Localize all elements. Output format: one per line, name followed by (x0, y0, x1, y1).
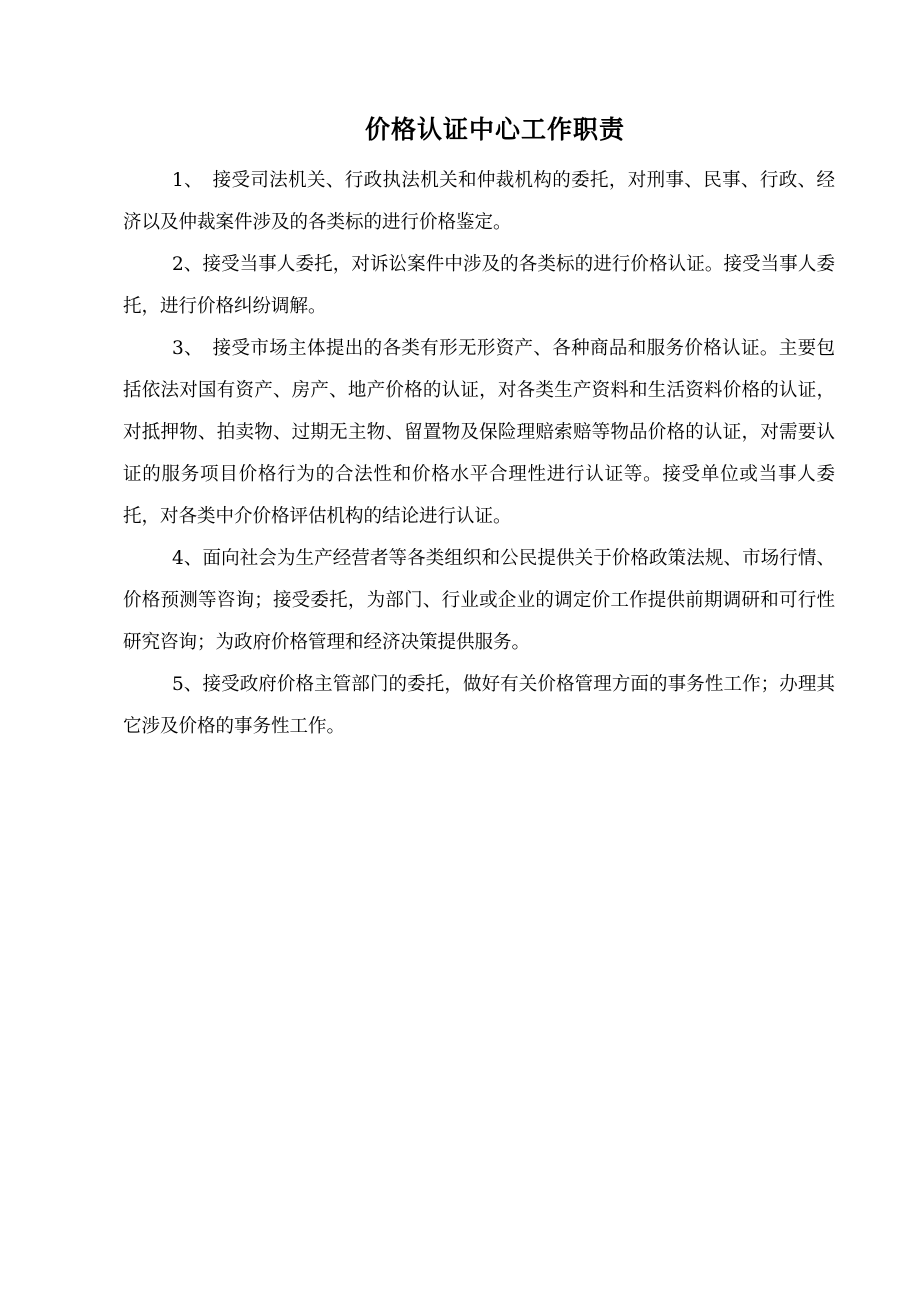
duty-paragraph-2: 2、接受当事人委托，对诉讼案件中涉及的各类标的进行价格认证。接受当事人委托，进行价格纠纷调解。 (123, 254, 835, 317)
duty-paragraph-5: 5、接受政府价格主管部门的委托，做好有关价格管理方面的事务性工作；办理其它涉及价格的事务性工作。 (123, 674, 835, 737)
document-body (123, 160, 835, 748)
duty-paragraph-3: 3、 接受市场主体提出的各类有形无形资产、各种商品和服务价格认证。主要包括依法对国有资产、房产、地产价格的认证，对各类生产资料和生活资料价格的认证，对抵押物、拍卖物、过期无主物、留置物及保险理赔索赔等物品价格的认证，对需要认证的服务项目价格行为的合法性和价格水平合理性进行认证等。接受单位或当事人委托，对各类中介价格评估机构的结论进行认证。 (123, 338, 835, 527)
duty-paragraph-1: 1、 接受司法机关、行政执法机关和仲裁机构的委托，对刑事、民事、行政、经济以及仲裁案件涉及的各类标的进行价格鉴定。 (123, 170, 835, 233)
document-title: 价格认证中心工作职责 (364, 115, 625, 144)
duty-paragraph-4: 4、面向社会为生产经营者等各类组织和公民提供关于价格政策法规、市场行情、价格预测等咨询；接受委托，为部门、行业或企业的调定价工作提供前期调研和可行性研究咨询；为政府价格管理和经济决策提供服务。 (123, 548, 835, 653)
